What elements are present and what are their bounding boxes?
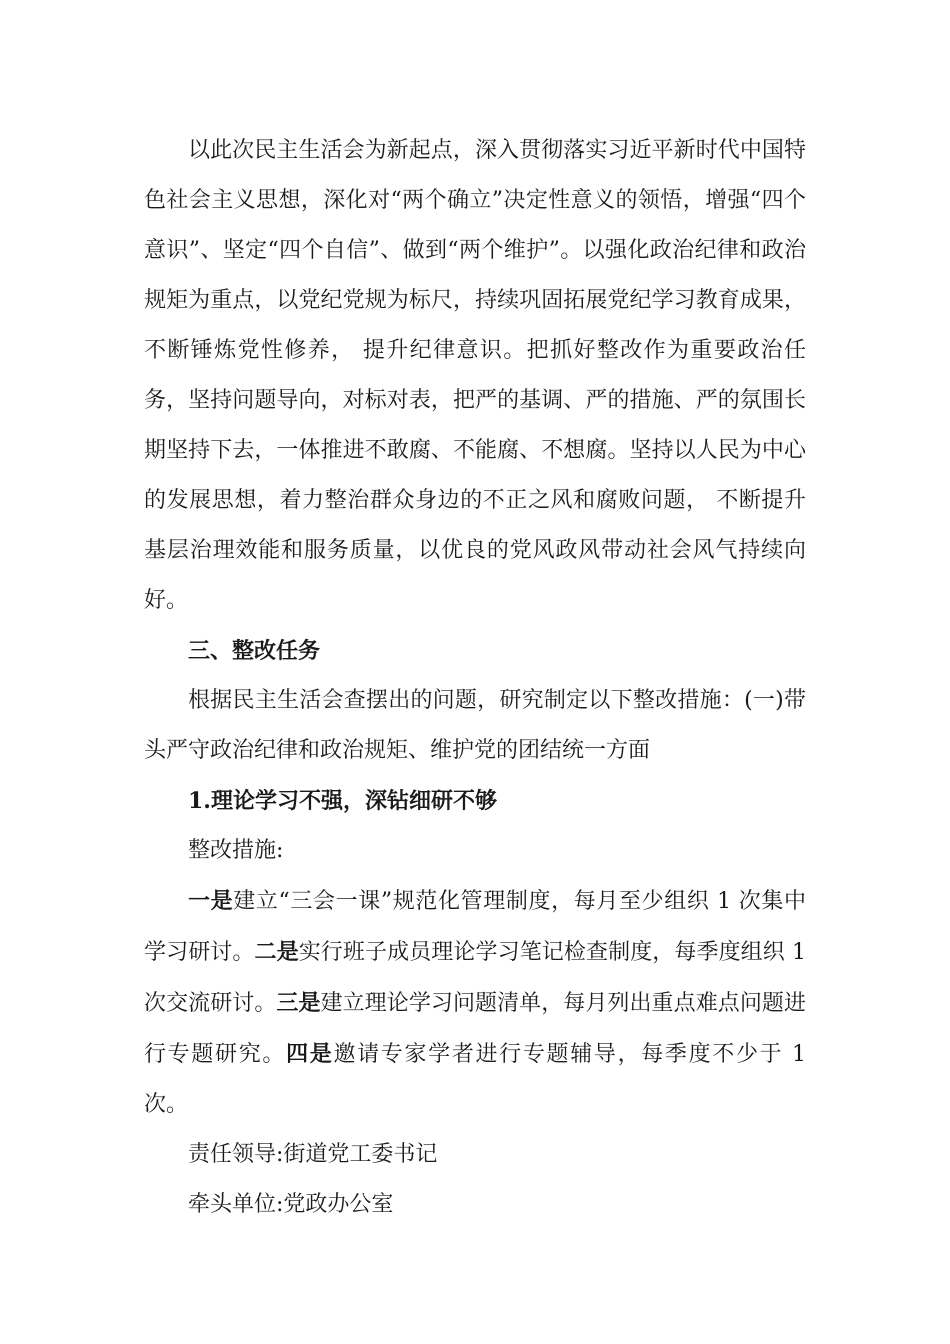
measure-3-marker: 三是: [276, 990, 321, 1016]
document-body: [144, 126, 806, 1230]
item-1-heading: 1.理论学习不强，深钻细研不够: [188, 788, 497, 814]
measure-1-marker: 一是: [188, 888, 234, 914]
section-heading-rectification-tasks: 三、整改任务: [188, 638, 321, 664]
measure-2-marker: 二是: [254, 939, 299, 965]
lead-unit: 牵头单位:党政办公室: [188, 1192, 394, 1217]
responsible-leader: 责任领导:街道党工委书记: [188, 1142, 438, 1167]
measure-3-text: 建立理论学习问题清单，每月列出重点难点问题进行专题研究。: [144, 991, 806, 1067]
measure-4-text: 邀请专家学者进行专题辅导，每季度不少于 1 次。: [144, 1042, 806, 1117]
measure-2-text: 实行班子成员理论学习笔记检查制度，每季度组织 1 次交流研讨。: [144, 940, 806, 1016]
measures-label: 整改措施:: [188, 838, 284, 863]
intro-paragraph: 以此次民主生活会为新起点，深入贯彻落实习近平新时代中国特色社会主义思想，深化对“两个确立”决定性意义的领悟，增强“四个意识”、坚定“四个自信”、做到“两个维护”。以强化政治纪律和政治规矩为重点，以党纪党规为标尺，持续巩固拓展党纪学习教育成果，不断锤炼党性修养， 提升纪律意识。把抓好整改作为重要政治任务，坚持问题导向，对标对表，把严的基调、严的措施、严的氛围长期坚持下去，一体推进不敢腐、不能腐、不想腐。坚持以人民为中心的发展思想，着力整治群众身边的不正之风和腐败问题， 不断提升基层治理效能和服务质量，以优良的党风政风带动社会风气持续向好。: [144, 138, 806, 613]
measures-intro-paragraph: 根据民主生活会查摆出的问题，研究制定以下整改措施：(一)带头严守政治纪律和政治规矩、维护党的团结统一方面: [144, 688, 806, 763]
measures-paragraph: [144, 876, 806, 1130]
measure-4-marker: 四是: [286, 1041, 334, 1067]
measure-1-text: 建立“三会一课”规范化管理制度，每月至少组织 1 次集中学习研讨。: [144, 889, 806, 965]
